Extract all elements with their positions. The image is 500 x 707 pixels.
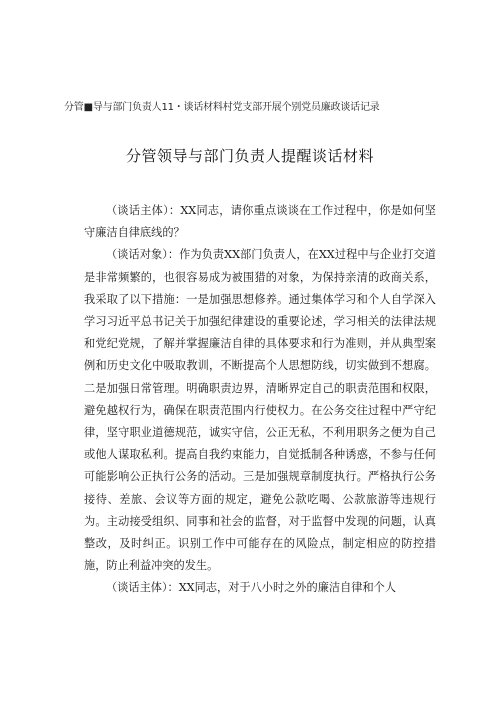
- document-body: [84, 200, 436, 600]
- document-header: 分管■导与部门负责人11・谈话材料村党支部开展个别党员廉政谈话记录: [64, 102, 380, 113]
- paragraph: （谈话主体）：XX同志，请你重点谈谈在工作过程中，你是如何坚守廉洁自律底线的？: [84, 204, 436, 240]
- paragraph: （谈话对象）：作为负责XX部门负责人，在XX过程中与企业打交道是非常频繁的，也很容易成为被围猎的对象，为保持亲清的政商关系，我采取了以下措施：一是加强思想修养。通过集体学习和个人自学深入学习习近平总书记关于加强纪律建设的重要论述，学习相关的法律法规和党纪党规，了解并掌握廉洁自律的具体要求和行为准则，并从典型案例和历史文化中吸取教训，不断提高个人思想防线，切实做到不想腐。二是加强日常管理。明确职责边界，清晰界定自己的职责范围和权限，避免越权行为，确保在职责范围内行使权力。在公务交往过程中严守纪律，坚守职业道德规范，诚实守信，公正无私，不利用职务之便为自己或他人谋取私利。提高自我约束能力，自觉抵制各种诱惑，不参与任何可能影响公正执行公务的活动。三是加强规章制度执行。严格执行公务接待、差旅、会议等方面的规定，避免公款吃喝、公款旅游等违规行为。主动接受组织、同事和社会的监督，对于监督中发现的问题，认真整改，及时纠正。识别工作中可能存在的风险点，制定相应的防控措施，防止利益冲突的发生。: [84, 248, 436, 573]
- paragraph: （谈话主体）：XX同志，对于八小时之外的廉洁自律和个人: [106, 581, 397, 595]
- document-title: 分管领导与部门负责人提醒谈话材料: [125, 147, 374, 165]
